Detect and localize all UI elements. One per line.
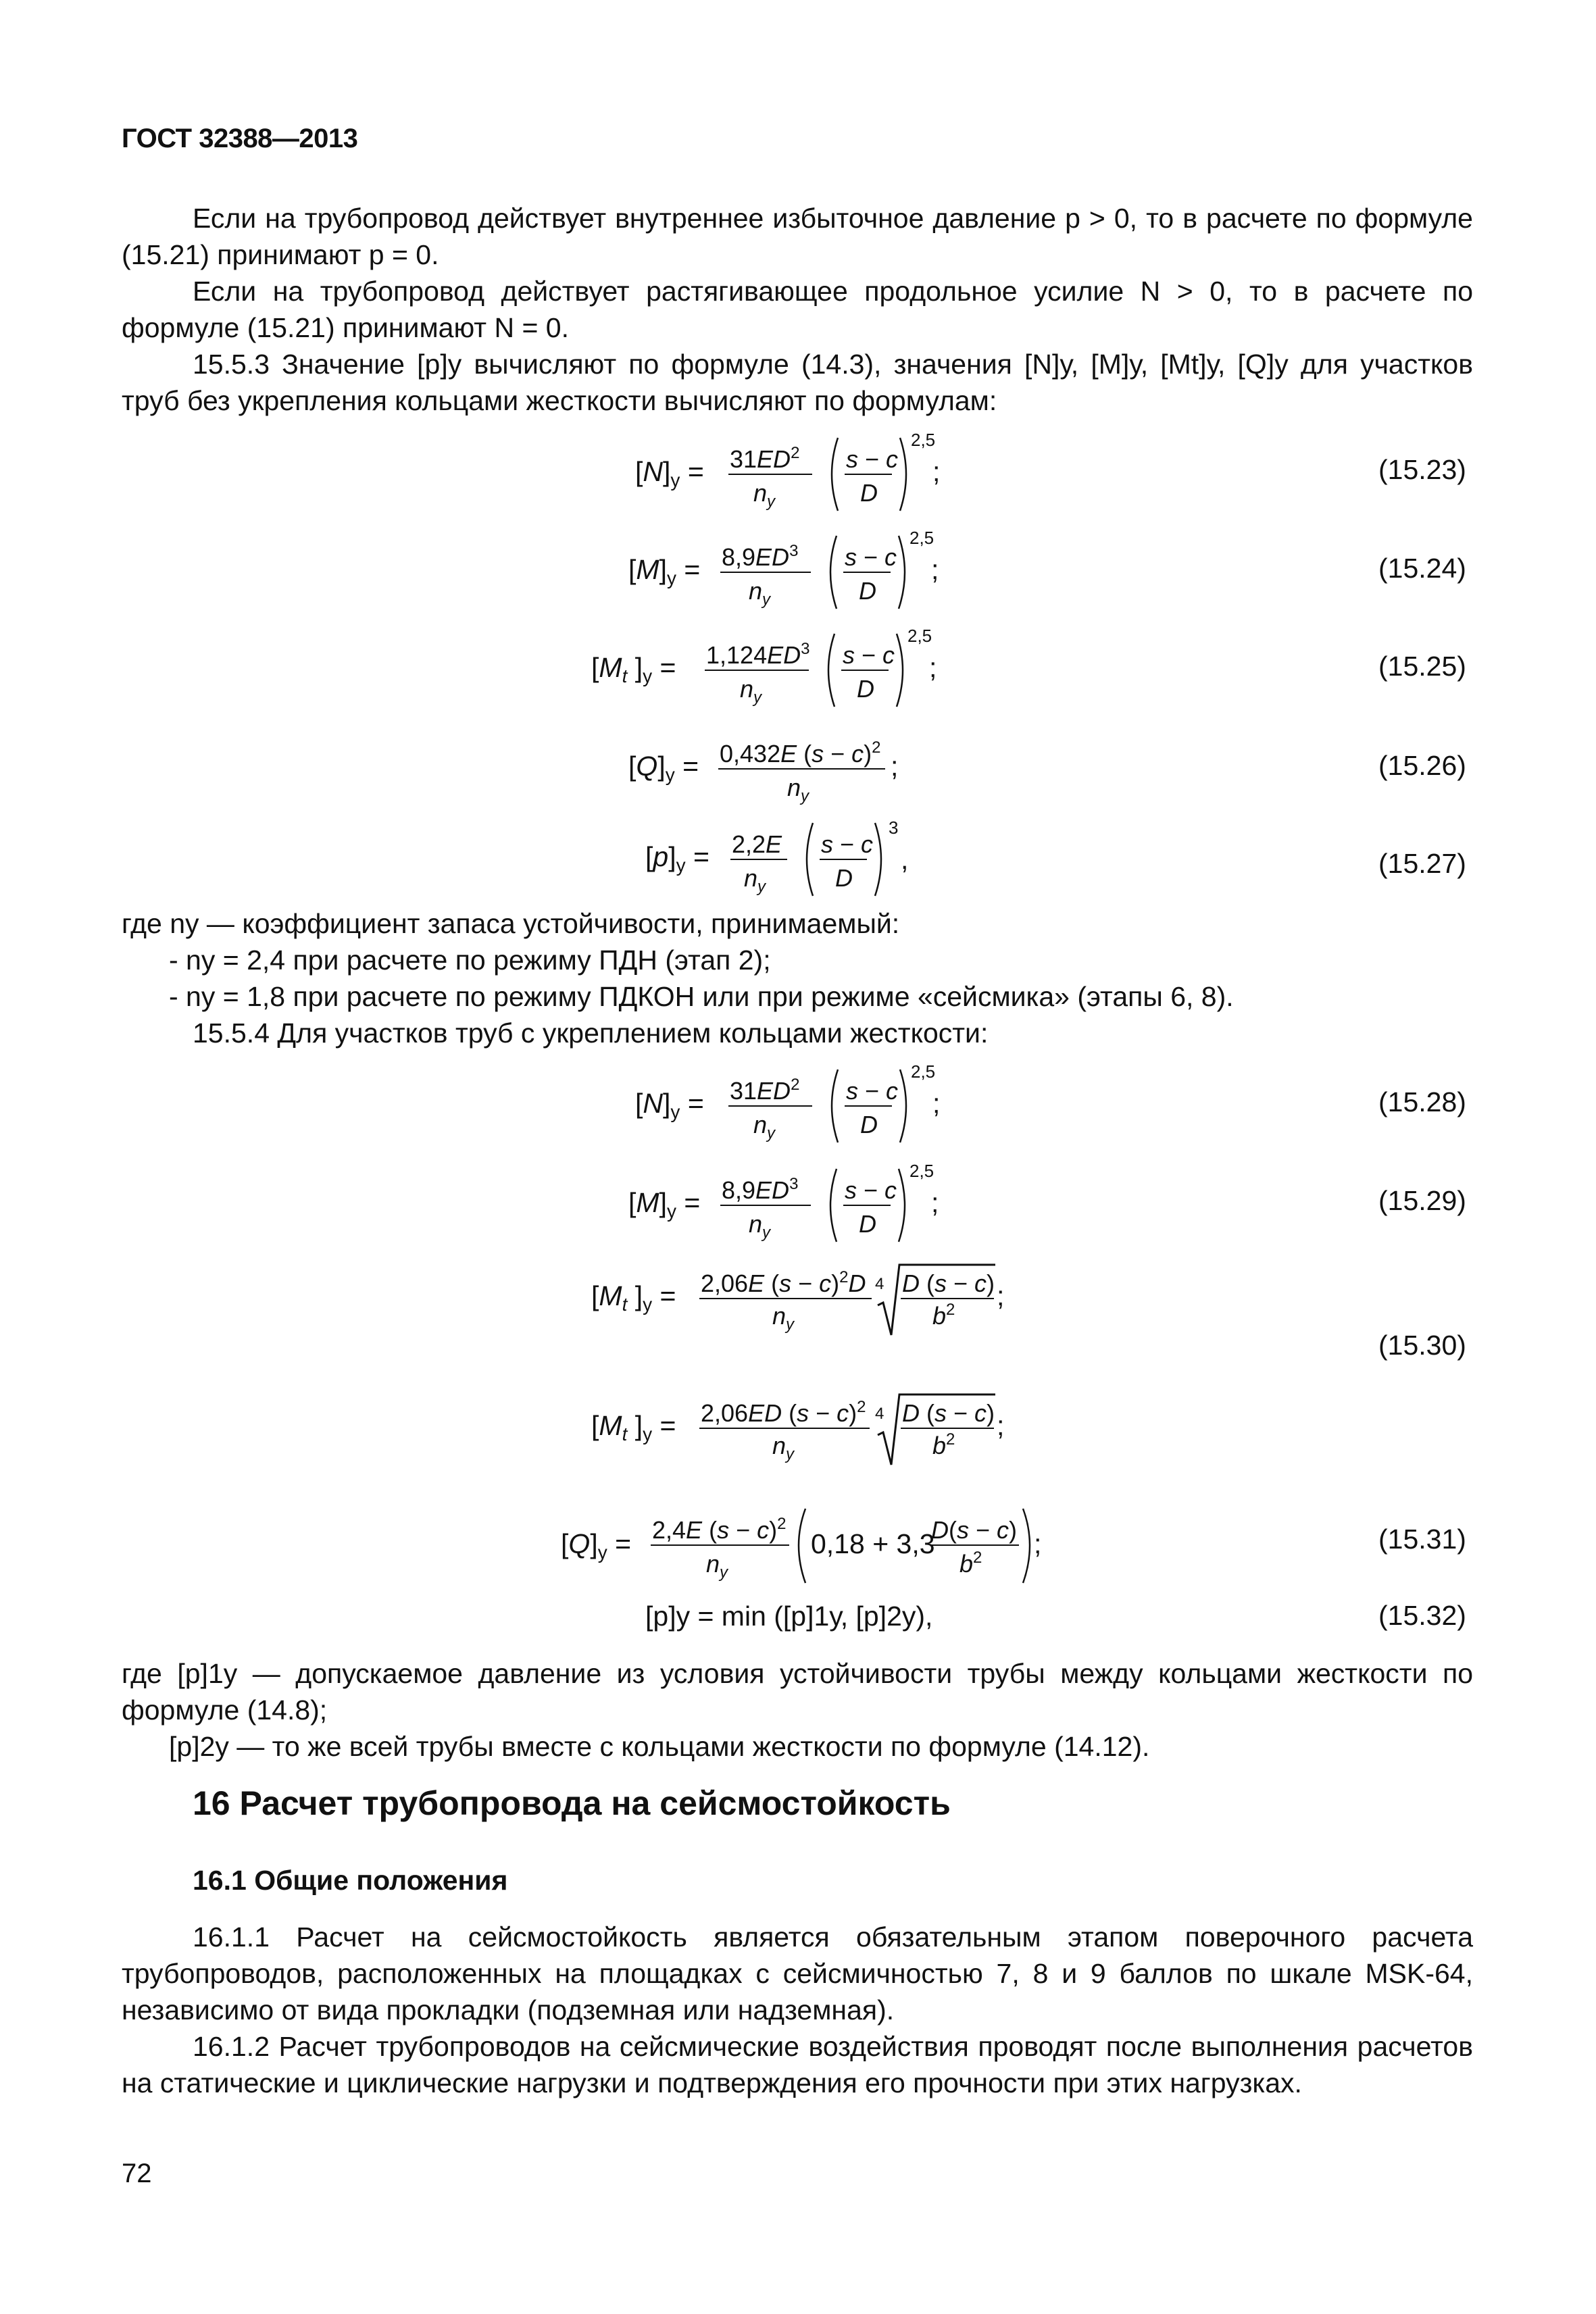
svg-text:D(s − c): D(s − c) bbox=[931, 1516, 1018, 1544]
equation-number: (15.23) bbox=[1378, 454, 1466, 485]
equation-number: (15.32) bbox=[1378, 1600, 1466, 1631]
svg-text:[Q]у =: [Q]у = bbox=[561, 1528, 632, 1563]
svg-text:b2: $b^2$ bbox=[959, 1549, 982, 1578]
svg-text:2,4E (s − c)2: 2,4E $(s - c)^2$ bbox=[652, 1515, 787, 1544]
formula-15-29 bbox=[628, 1157, 953, 1261]
svg-text:;: ; bbox=[931, 554, 939, 585]
svg-text:[N]у =: [N]у = bbox=[635, 1088, 704, 1122]
section-heading: 16 Расчет трубопровода на сейсмостойкость bbox=[193, 1784, 951, 1822]
svg-text:ny: $n_y$ bbox=[749, 577, 771, 609]
svg-text:0,432E (s − c)2: 0,432E $(s - c)^2$ bbox=[720, 738, 881, 768]
equation-number: (15.26) bbox=[1378, 750, 1466, 781]
formula-15-23 bbox=[635, 426, 959, 530]
paragraph-internal-pressure: Если на трубопровод действует внутреннее избыточное давление p > 0, то в расчете по формуле (15.21) принимают p = 0. bbox=[122, 203, 1473, 270]
svg-text:[Mt ]у =: [Mt ]у = bbox=[591, 652, 676, 686]
document-header: ГОСТ 32388—2013 bbox=[122, 124, 358, 153]
svg-text:8,9ED3: $8,9ED^3$ bbox=[722, 542, 799, 571]
svg-text:2,5: 2,5 bbox=[909, 528, 934, 548]
svg-text:2,5: 2,5 bbox=[911, 1061, 936, 1082]
formula-15-26 bbox=[628, 723, 912, 821]
svg-text:,: , bbox=[901, 844, 909, 875]
svg-text:D (s − c): D (s − c) bbox=[902, 1399, 995, 1427]
paragraph-15-5-3: 15.5.3 Значение [p]у вычисляют по формуле (14.3), значения [N]у, [M]у, [Mt]у, [Q]у для участков труб без укрепления кольцами жесткости вычисляют по формулам: bbox=[122, 349, 1473, 416]
formula-15-30-a bbox=[591, 1249, 1037, 1353]
svg-text:ny: $n_y$ bbox=[772, 1432, 795, 1463]
svg-text:[Q]у =: [Q]у = bbox=[628, 751, 699, 785]
svg-text:[M]у =: [M]у = bbox=[628, 1187, 701, 1222]
svg-text:D: D bbox=[860, 1111, 878, 1138]
svg-text:4: 4 bbox=[875, 1405, 884, 1423]
svg-text:2,5: 2,5 bbox=[907, 626, 932, 646]
equation-number: (15.27) bbox=[1378, 848, 1466, 879]
paragraph-15-5-4: 15.5.4 Для участков труб с укреплением кольцами жесткости: bbox=[193, 1017, 989, 1049]
svg-text:[p]у =: [p]у = bbox=[645, 841, 709, 876]
page-number: 72 bbox=[122, 2159, 152, 2188]
svg-text:;: ; bbox=[891, 751, 899, 782]
svg-text:2,06E (s − c)2D: 2,06E $(s - c)^2D$ bbox=[701, 1268, 866, 1297]
formula-15-25 bbox=[591, 622, 956, 726]
svg-text:D: D bbox=[860, 479, 878, 507]
paragraph-16-1-2: 16.1.2 Расчет трубопроводов на сейсмические воздействия проводят после выполнения расчетов на статические и циклические нагрузки и подтверждения его прочности при этих нагрузках. bbox=[122, 2031, 1473, 2098]
formula-15-28 bbox=[635, 1057, 959, 1162]
svg-text:3: 3 bbox=[889, 818, 899, 838]
svg-text:D: D bbox=[857, 675, 874, 703]
formula-15-24 bbox=[628, 524, 953, 628]
svg-text:s − c: s − c bbox=[846, 1077, 899, 1105]
svg-text:D: D bbox=[859, 577, 876, 605]
svg-text:ny: $n_y$ bbox=[706, 1550, 728, 1582]
svg-text:2,2E: 2,2E bbox=[732, 830, 782, 858]
svg-text:[M]у =: [M]у = bbox=[628, 554, 701, 588]
formula-15-30-b bbox=[591, 1378, 1037, 1483]
formula-15-27 bbox=[645, 811, 929, 915]
svg-text:31ED2: $31ED^2$ bbox=[730, 444, 800, 473]
formula-15-31 bbox=[561, 1496, 1061, 1601]
svg-text:D: D bbox=[835, 864, 853, 892]
where-clause-p1y: где [p]1у — допускаемое давление из условия устойчивости трубы между кольцами жесткости по формуле (14.8); bbox=[122, 1658, 1473, 1726]
equation-number: (15.29) bbox=[1378, 1185, 1466, 1216]
where-clause-ny: где nу — коэффициент запаса устойчивости, принимаемый: bbox=[122, 908, 900, 939]
equation-number: (15.28) bbox=[1378, 1086, 1466, 1117]
svg-text:2,5: 2,5 bbox=[909, 1161, 934, 1181]
equation-number: (15.30) bbox=[1378, 1330, 1466, 1361]
subsection-heading: 16.1 Общие положения bbox=[193, 1865, 508, 1896]
svg-text:D: D bbox=[859, 1210, 876, 1238]
svg-text:ny: $n_y$ bbox=[744, 864, 766, 896]
svg-text:s − c: s − c bbox=[845, 543, 897, 571]
svg-text:;: ; bbox=[997, 1410, 1005, 1441]
svg-text:[Mt ]у =: [Mt ]у = bbox=[591, 1280, 676, 1315]
svg-text:D (s − c): D (s − c) bbox=[902, 1269, 995, 1297]
svg-text:8,9ED3: $8,9ED^3$ bbox=[722, 1175, 799, 1204]
svg-text:ny: $n_y$ bbox=[740, 675, 762, 707]
formula-15-32: [p]у = min ([p]1у, [p]2у), bbox=[645, 1601, 933, 1632]
svg-text:;: ; bbox=[931, 1187, 939, 1218]
svg-text:s − c: s − c bbox=[845, 1176, 897, 1204]
svg-text:ny: $n_y$ bbox=[749, 1210, 771, 1242]
svg-text:;: ; bbox=[1034, 1528, 1042, 1559]
svg-text:s − c: s − c bbox=[843, 641, 895, 669]
svg-text:;: ; bbox=[997, 1280, 1005, 1311]
svg-text:31ED2: $31ED^2$ bbox=[730, 1076, 800, 1105]
equation-number: (15.25) bbox=[1378, 651, 1466, 682]
svg-text:ny: $n_y$ bbox=[787, 774, 809, 805]
svg-text:s − c: s − c bbox=[846, 445, 899, 473]
svg-text:b2: $b^2$ bbox=[932, 1301, 955, 1330]
svg-text:;: ; bbox=[932, 1088, 941, 1119]
svg-text:1,124ED3: $1,124ED^3$ bbox=[706, 640, 810, 669]
paragraph-tensile-force: Если на трубопровод действует растягивающее продольное усилие N > 0, то в расчете по формуле (15.21) принимают N = 0. bbox=[122, 276, 1473, 343]
equation-number: (15.24) bbox=[1378, 553, 1466, 584]
svg-text:;: ; bbox=[929, 652, 937, 683]
svg-text:s − c: s − c bbox=[821, 830, 874, 858]
svg-text:2,5: 2,5 bbox=[911, 430, 936, 450]
svg-text:2,06ED (s − c)2: 2,06ED $(s - c)^2$ bbox=[701, 1398, 866, 1427]
equation-number: (15.31) bbox=[1378, 1524, 1466, 1555]
svg-text:b2: $b^2$ bbox=[932, 1430, 955, 1459]
svg-text:[Mt ]у =: [Mt ]у = bbox=[591, 1410, 676, 1444]
svg-text:ny: $n_y$ bbox=[772, 1302, 795, 1334]
svg-text:ny: $n_y$ bbox=[753, 1111, 776, 1142]
svg-text:4: 4 bbox=[875, 1275, 884, 1293]
where-clause-p2y: [p]2у — то же всей трубы вместе с кольцами жесткости по формуле (14.12). bbox=[169, 1731, 1150, 1762]
paragraph-16-1-1: 16.1.1 Расчет на сейсмостойкость является обязательным этапом поверочного расчета трубопроводов, расположенных на площадках с сейсмичностью 7, 8 и 9 баллов по шкале MSK-64, независимо от вида прокладки (подземная или надземная). bbox=[122, 1921, 1473, 2026]
svg-text:[N]у =: [N]у = bbox=[635, 456, 704, 491]
list-item: - nу = 2,4 при расчете по режиму ПДН (этап 2); bbox=[169, 945, 771, 976]
svg-text:0,18 + 3,3: 0,18 + 3,3 bbox=[811, 1528, 935, 1559]
svg-text:;: ; bbox=[932, 456, 941, 487]
list-item: - nу = 1,8 при расчете по режиму ПДКОН или при режиме «сейсмика» (этапы 6, 8). bbox=[169, 981, 1234, 1012]
svg-text:ny: $n_y$ bbox=[753, 479, 776, 511]
